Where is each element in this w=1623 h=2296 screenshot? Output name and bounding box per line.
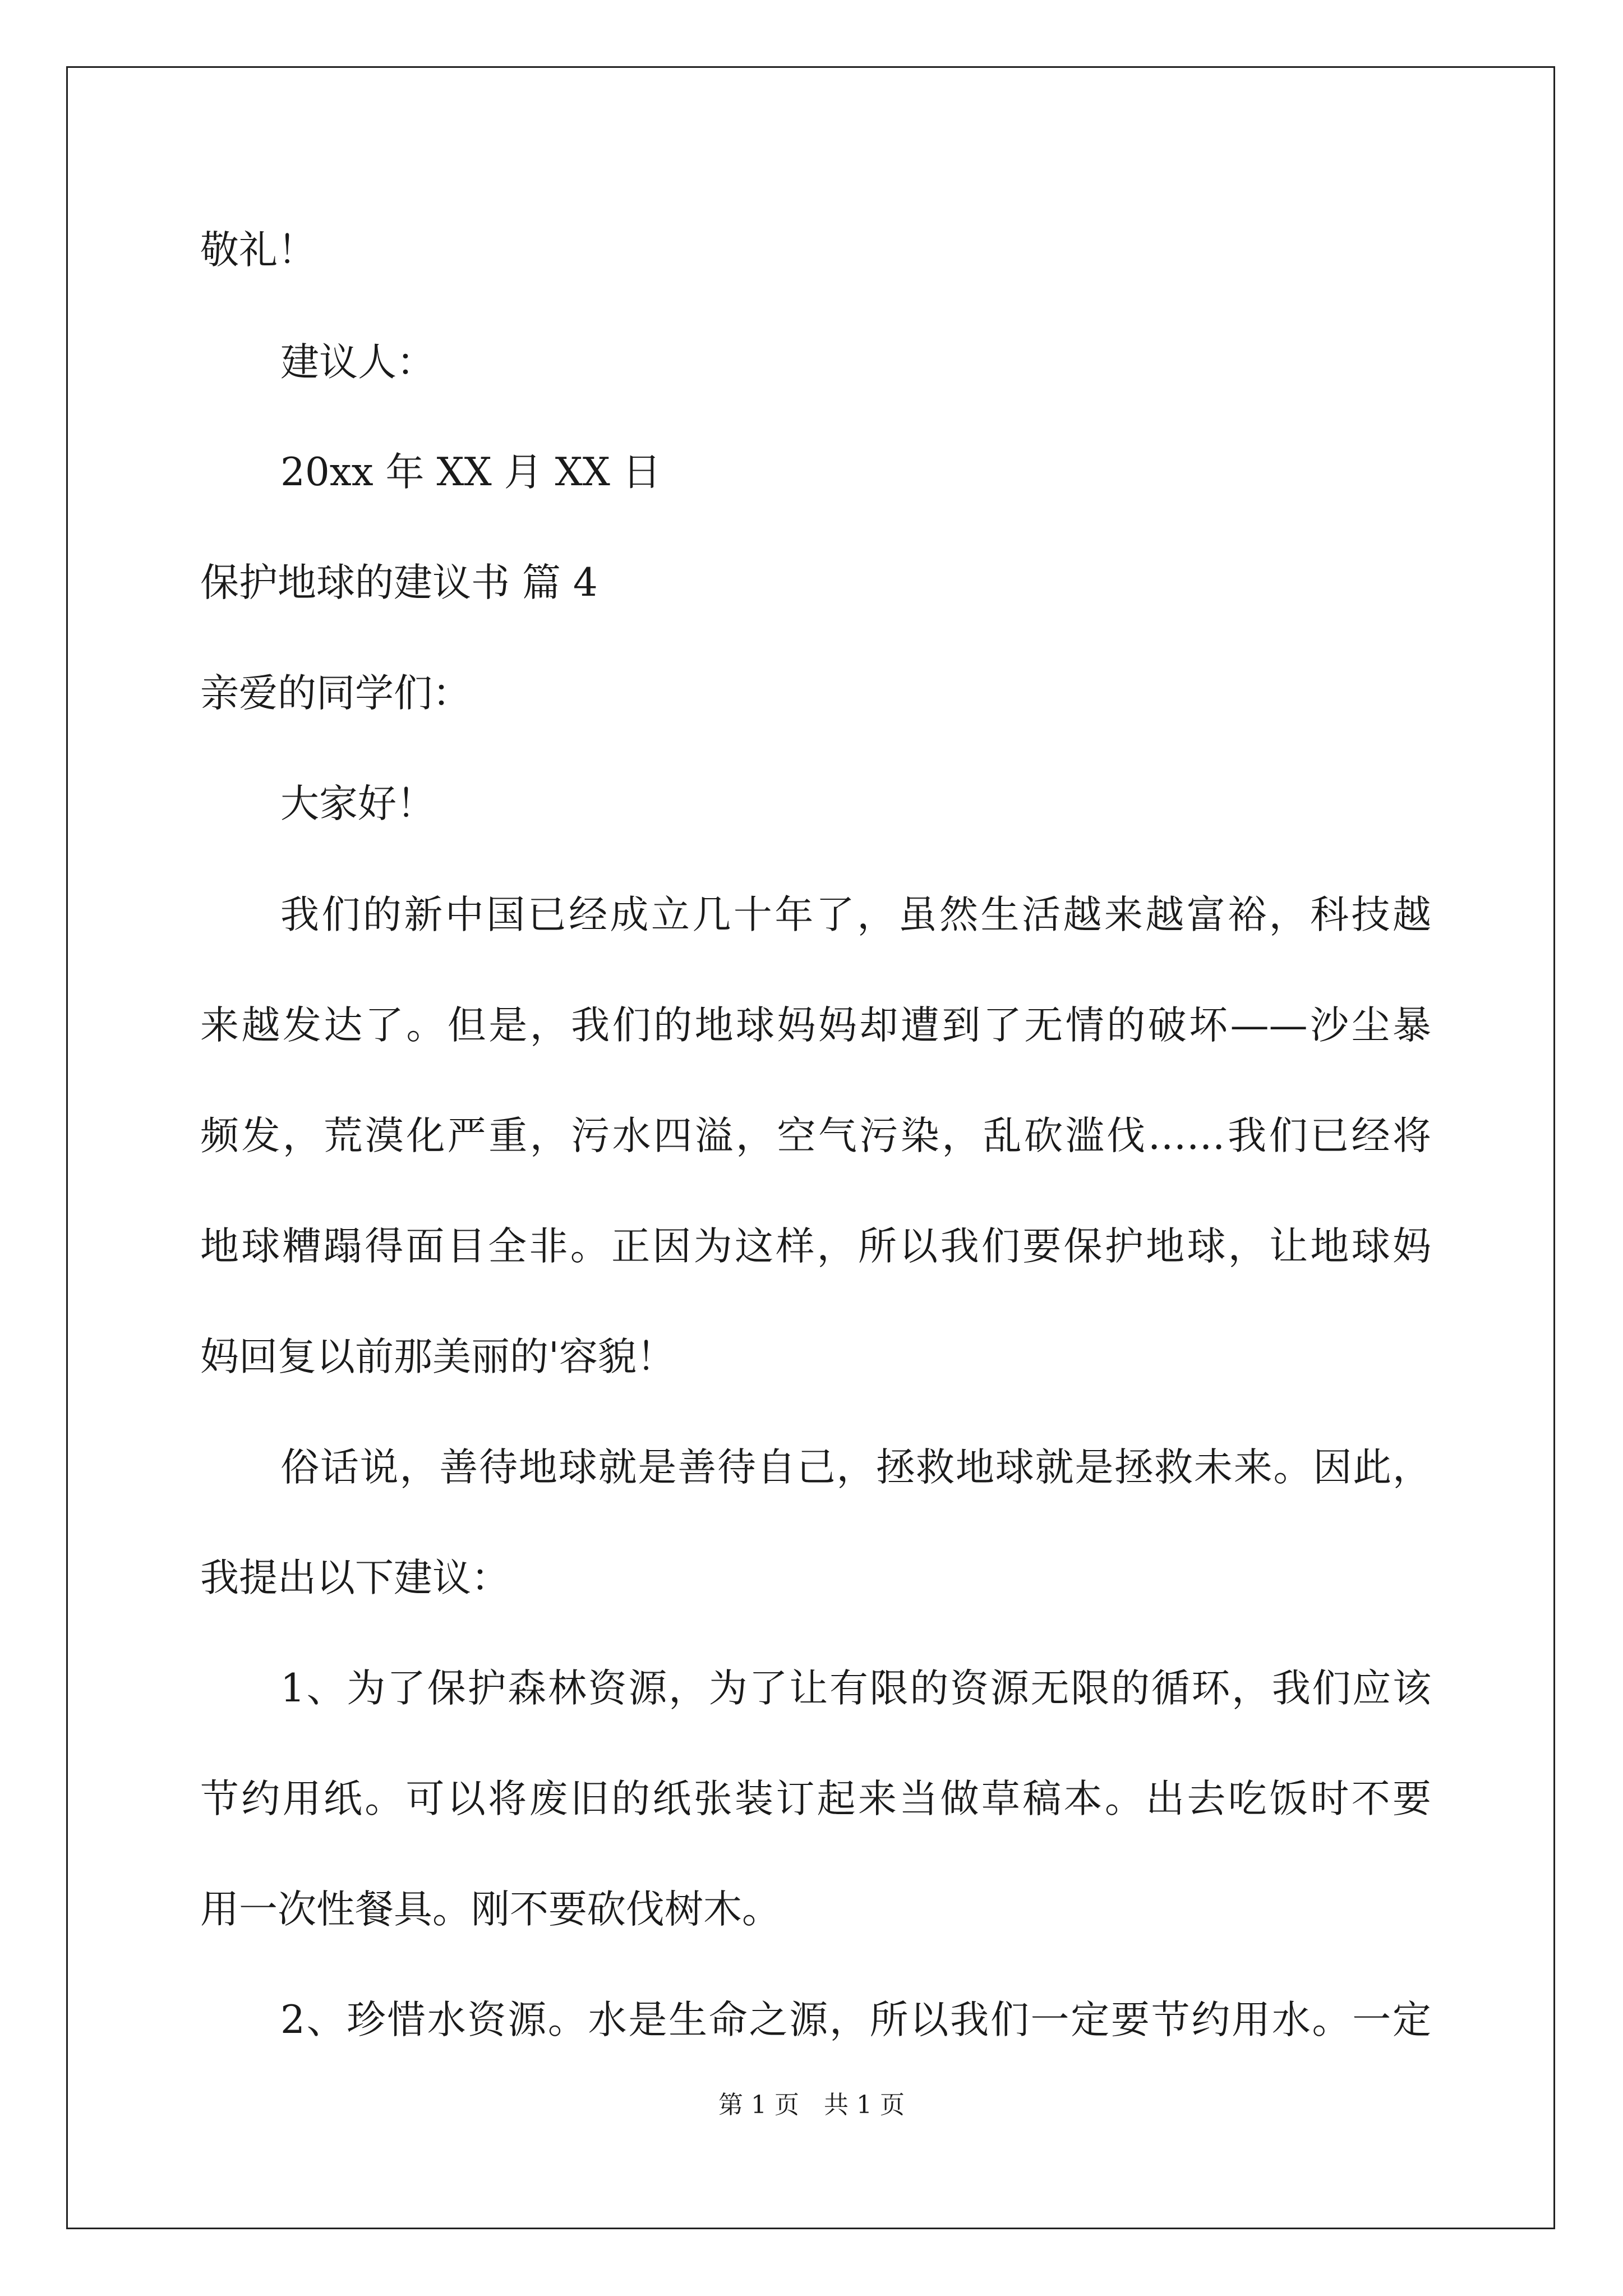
paragraph-line: 妈回复以前那美丽的'容貌！	[200, 1335, 675, 1379]
page-footer: 第 1 页 共 1 页	[718, 2091, 905, 2119]
paragraph-line: 我们的新中国已经成立几十年了，虽然生活越来越富裕，科技越	[280, 892, 1431, 937]
paragraph-line: 来越发达了。但是，我们的地球妈妈却遭到了无情的破坏——沙尘暴	[200, 1003, 1431, 1048]
list-item-line: 2、珍惜水资源。水是生命之源，所以我们一定要节约用水。一定	[280, 1998, 1431, 2042]
closing-salutation: 敬礼！	[200, 228, 316, 273]
greeting-hello: 大家好！	[280, 781, 435, 826]
list-item-line: 用一次性餐具。刚不要砍伐树木。	[200, 1887, 781, 1932]
list-item-line: 1、为了保护森林资源，为了让有限的资源无限的循环，我们应该	[280, 1666, 1431, 1711]
paragraph-line: 俗话说，善待地球就是善待自己，拯救地球就是拯救未来。因此，	[280, 1445, 1431, 1490]
date-line: 20xx 年 XX 月 XX 日	[280, 450, 661, 495]
paragraph-line: 频发，荒漠化严重，污水四溢，空气污染，乱砍滥伐……我们已经将	[200, 1114, 1431, 1158]
paragraph-line: 地球糟蹋得面目全非。正因为这样，所以我们要保护地球，让地球妈	[200, 1224, 1431, 1269]
section-heading: 保护地球的建议书 篇 4	[200, 560, 598, 605]
paragraph-line: 我提出以下建议：	[200, 1556, 510, 1600]
list-item-line: 节约用纸。可以将废旧的纸张装订起来当做草稿本。出去吃饭时不要	[200, 1777, 1431, 1821]
proposer-label: 建议人：	[280, 340, 435, 385]
greeting-recipients: 亲爱的同学们：	[200, 671, 471, 716]
